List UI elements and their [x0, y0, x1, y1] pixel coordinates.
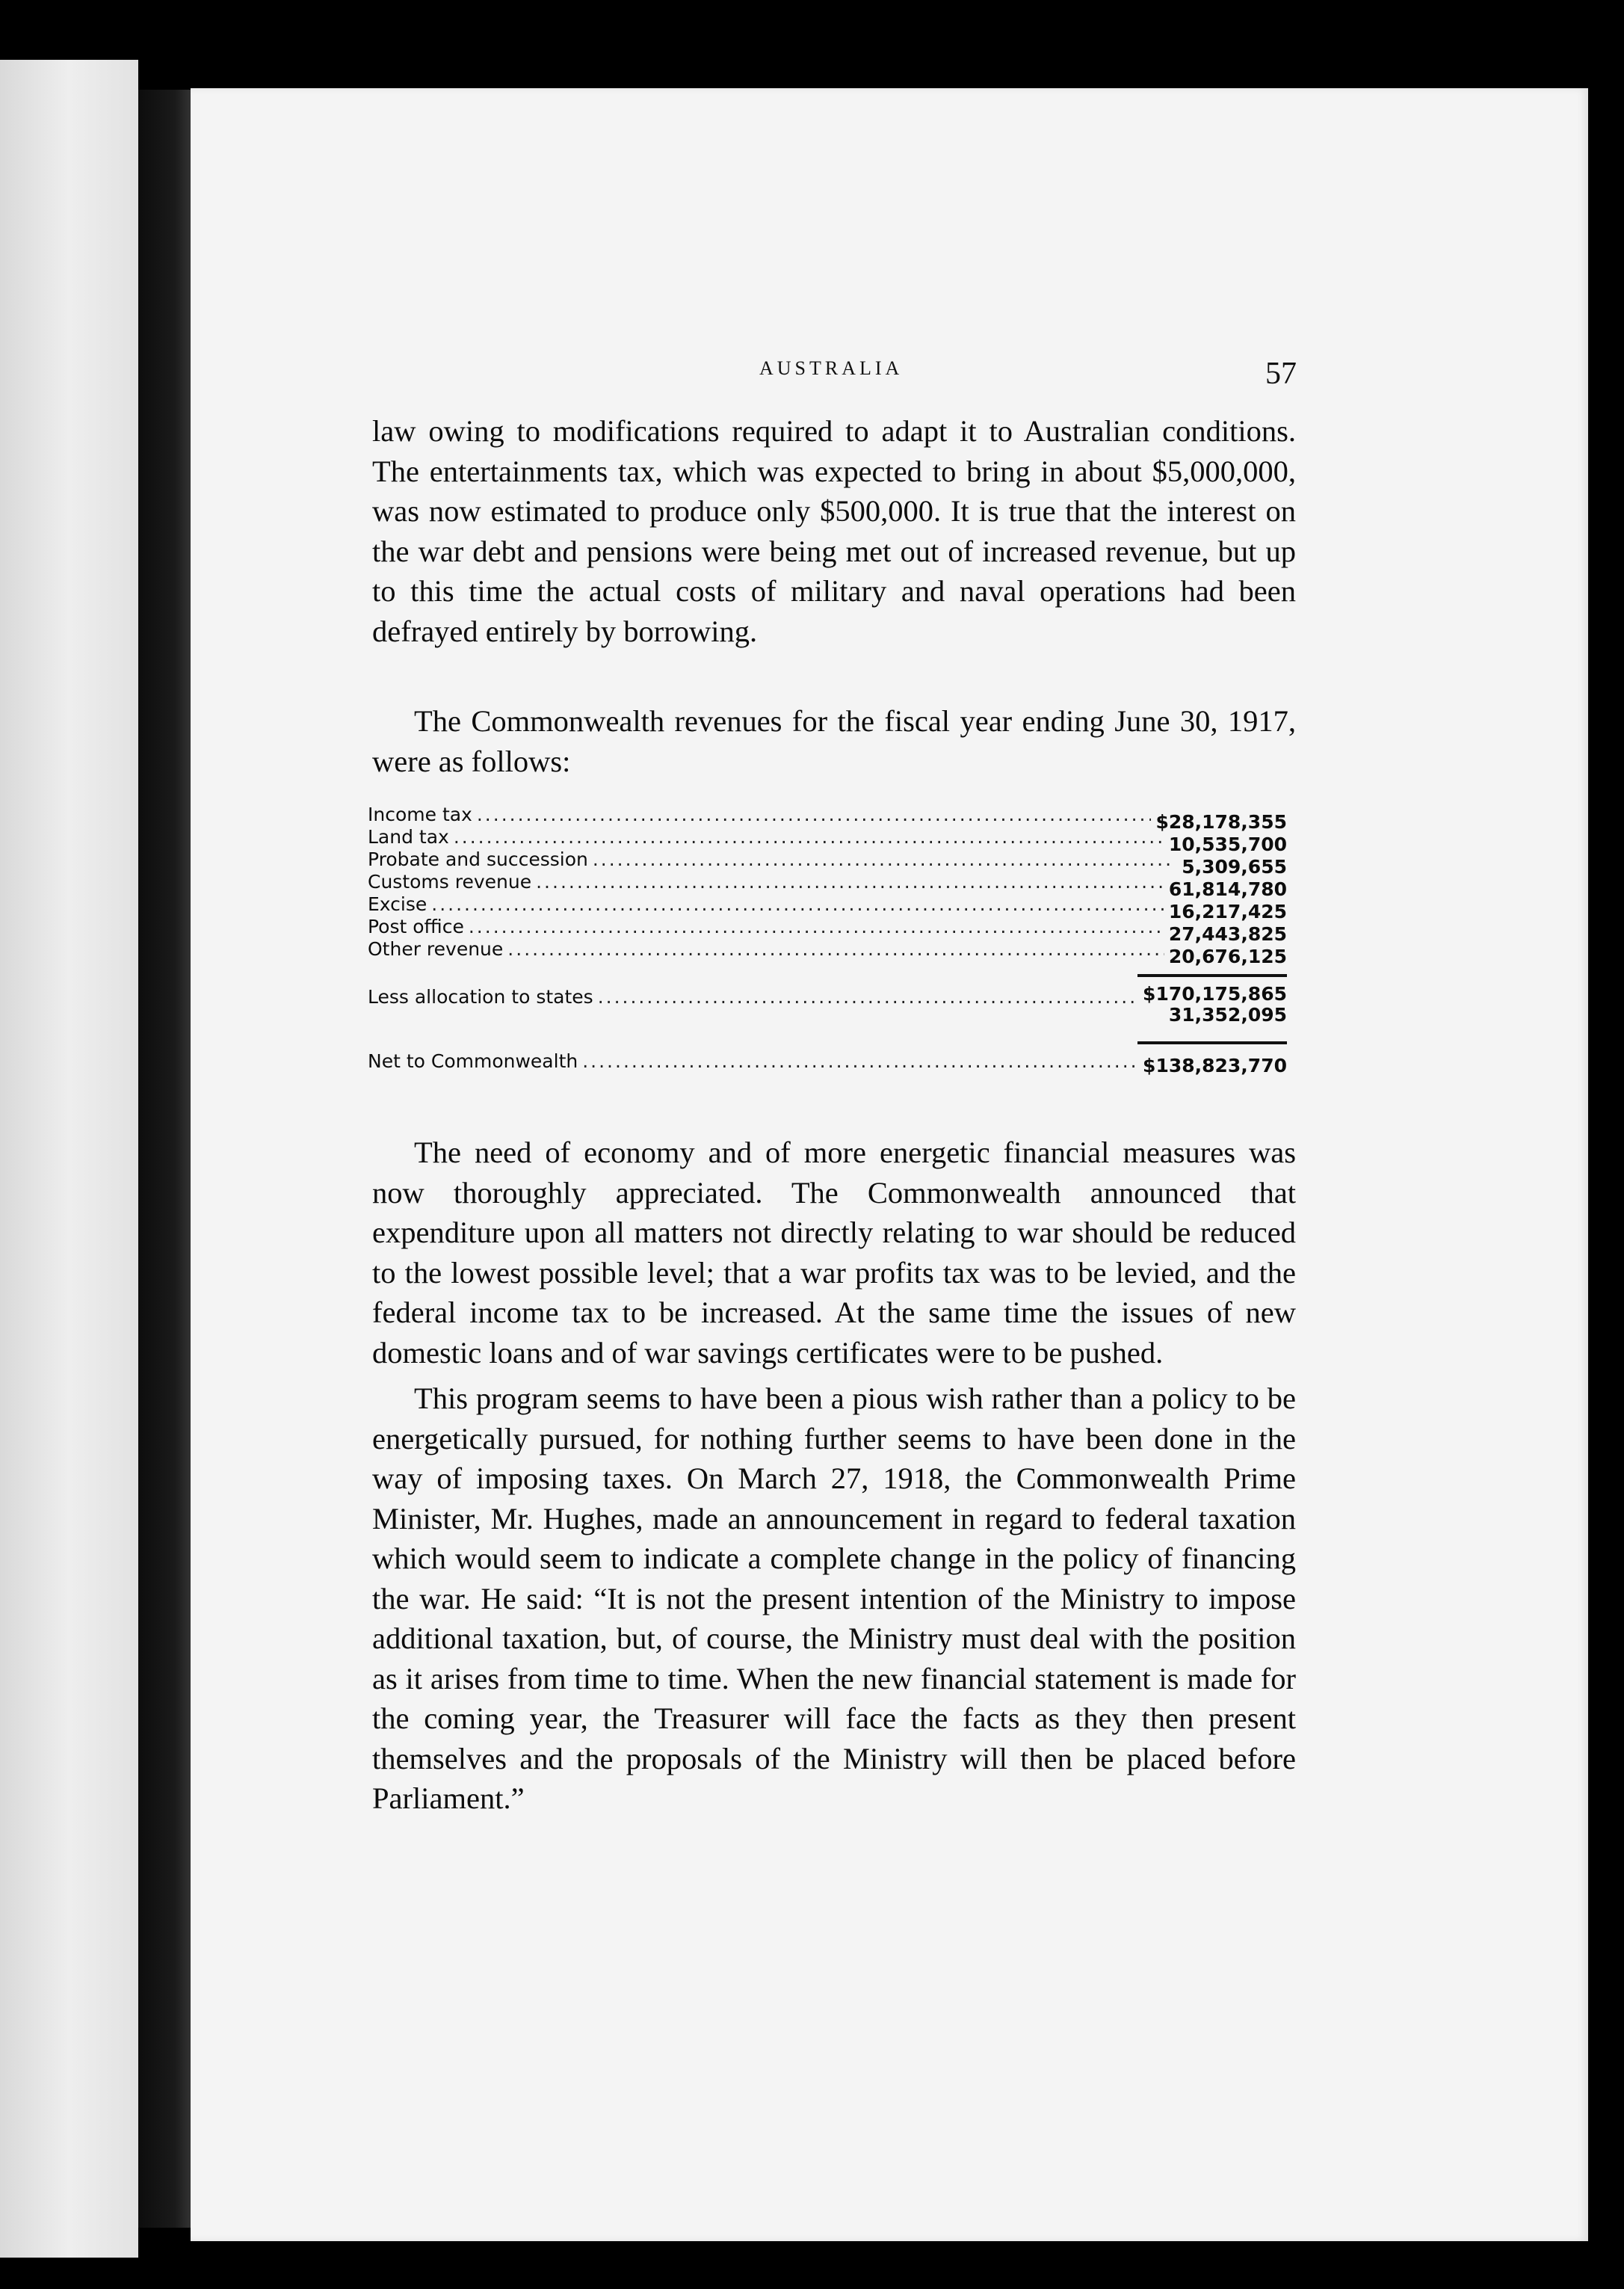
row-amount: 61,814,780	[1168, 878, 1287, 900]
table-row	[368, 893, 1287, 922]
dot-leader	[536, 871, 1164, 893]
dot-leader	[469, 916, 1164, 938]
row-label: Land tax	[368, 826, 449, 848]
dot-leader	[477, 804, 1152, 826]
binding-shadow	[138, 90, 191, 2228]
table-row	[368, 848, 1287, 878]
intro-text	[372, 701, 1296, 781]
dot-leader	[593, 848, 1170, 871]
body-text-bottom	[372, 1133, 1296, 1819]
row-amount: 10,535,700	[1168, 834, 1287, 855]
left-page-edge	[0, 60, 138, 2258]
row-label: Customs revenue	[368, 871, 532, 893]
row-label: Income tax	[368, 804, 472, 825]
table-row	[368, 804, 1287, 833]
net-rule	[1137, 1041, 1287, 1044]
paragraph: law owing to modifications required to adapt it to Australian conditions. The entertainments tax, which was expected to bring in about $5,000,000, was now estimated to produce only $500,000. It is true that the interest on the war debt and pensions were being met out of increased revenue, but up to this time the actual costs of military and naval operations had been defrayed entirely by borrowing.	[372, 414, 1296, 648]
row-amount: 16,217,425	[1168, 901, 1287, 922]
paragraph: This program seems to have been a pious wish rather than a policy to be energetically pursued, for nothing further seems to have been done in the way of imposing taxes. On March 27, 1918, the Commonwealth Prime Minister, Mr. Hughes, made an announcement in regard to federal taxation which would seem to indicate a complete change in the policy of financing the war. He said: “It is not the present intention of the Ministry to impose additional taxation, but, of course, the Ministry must deal with the position as it arises from time to time. When the new financial statement is made for the coming year, the Treasurer will face the facts as they then present themselves and the proposals of the Ministry will then be placed before Parliament.”	[372, 1381, 1296, 1815]
row-label: Probate and succession	[368, 848, 588, 870]
allocation-label: Less allocation to states	[368, 986, 593, 1008]
net-row	[368, 1050, 1287, 1074]
paragraph: The Commonwealth revenues for the fiscal year ending June 30, 1917, were as follows:	[372, 704, 1296, 778]
allocation-row	[368, 983, 1287, 1026]
row-amount: 27,443,825	[1168, 923, 1287, 945]
total-rule	[1137, 974, 1287, 977]
net-amount: $138,823,770	[1143, 1055, 1287, 1076]
row-amount: $28,178,355	[1155, 811, 1287, 833]
revenue-table	[368, 804, 1287, 1074]
dot-leader	[431, 893, 1164, 916]
running-title: AUSTRALIA	[759, 357, 904, 379]
dot-leader	[582, 1050, 1138, 1073]
row-label: Post office	[368, 916, 464, 937]
amount-stack	[1143, 984, 1287, 1026]
page-number: 57	[1265, 357, 1297, 391]
body-text-top	[372, 411, 1296, 651]
table-row	[368, 938, 1287, 967]
net-label: Net to Commonwealth	[368, 1050, 578, 1072]
gross-total: $170,175,865	[1143, 983, 1287, 1005]
row-amount: 20,676,125	[1168, 946, 1287, 967]
row-amount: 5,309,655	[1182, 856, 1287, 878]
row-label: Other revenue	[368, 938, 504, 960]
allocation-amount: 31,352,095	[1168, 1004, 1287, 1026]
table-row	[368, 871, 1287, 900]
dot-leader	[507, 938, 1164, 961]
dot-leader	[454, 826, 1164, 848]
table-row	[368, 916, 1287, 945]
table-row	[368, 826, 1287, 855]
paragraph: The need of economy and of more energetic financial measures was now thoroughly appreciated. The Commonwealth announced that expenditure upon all matters not directly relating to war should be reduced to the lowest possible level; that a war profits tax was to be levied, and the federal income tax to be increased. At the same time the issues of new domestic loans and of war savings certificates were to be pushed.	[372, 1136, 1296, 1370]
dot-leader	[598, 986, 1138, 1008]
row-label: Excise	[368, 893, 427, 915]
